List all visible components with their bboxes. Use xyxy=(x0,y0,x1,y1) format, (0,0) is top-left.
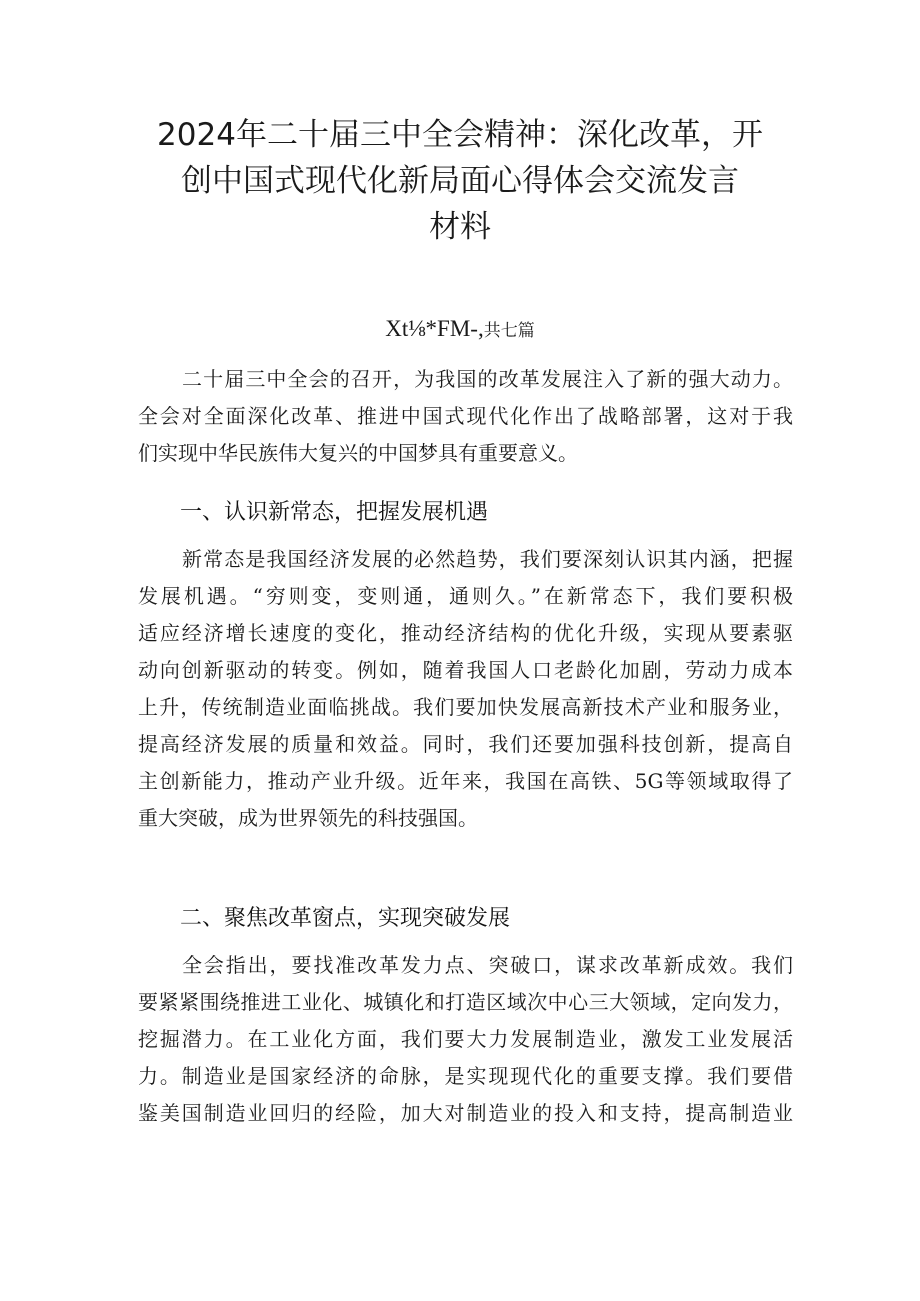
paragraph-line: 全会指出，要找准改革发力点、突破口，谋求改革新成效。我们 xyxy=(182,953,793,977)
paragraph-line: 适应经济增长速度的变化，推动经济结构的优化升级，实现从要素驱 xyxy=(138,621,793,645)
title-line-2: 创中国式现代化新局面心得体会交流发言 xyxy=(181,163,739,199)
paragraph-line: 动向创新驱动的转变。例如，随着我国人口老龄化加剧，劳动力成本 xyxy=(138,658,793,682)
document-title xyxy=(120,112,800,250)
paragraph-line: 鉴美国制造业回归的经险，加大对制造业的投入和支持，提高制造业 xyxy=(138,1101,793,1125)
title-line-1: 2024年二十届三中全会精神：深化改革，开 xyxy=(157,117,763,153)
paragraph-line: 新常态是我国经济发展的必然趋势，我们要深刻认识其内涵，把握 xyxy=(182,547,793,571)
paragraph-line: 上升，传统制造业面临挑战。我们要加快发展高新技术产业和服务业， xyxy=(138,695,793,719)
paragraph-line: 要紧紧围绕推进工业化、城镇化和打造区域次中心三大领域，定向发力， xyxy=(138,990,793,1014)
title-line-3: 材料 xyxy=(429,209,491,245)
section-1-heading: 一、认识新常态，把握发展机遇 xyxy=(180,500,489,525)
paragraph-line: 二十届三中全会的召开，为我国的改革发展注入了新的强大动力。 xyxy=(182,367,793,391)
paragraph-line: 提高经济发展的质量和效益。同时，我们还要加强科技创新，提高自 xyxy=(138,732,793,756)
intro-paragraph xyxy=(138,361,793,472)
subtitle-article-count: 共七篇 xyxy=(483,321,535,341)
paragraph-line: 挖掘潜力。在工业化方面，我们要大力发展制造业，激发工业发展活 xyxy=(138,1027,793,1051)
paragraph-line: 主创新能力，推动产业升级。近年来，我国在高铁、5G等领域取得了 xyxy=(138,769,793,793)
section-1-paragraph xyxy=(138,541,793,837)
paragraph-line: 们实现中华民族伟大复兴的中国梦具有重要意义。 xyxy=(138,441,578,465)
section-2-paragraph xyxy=(138,947,793,1132)
subtitle-garbled-text: Xt⅛*FM-, xyxy=(385,316,484,341)
paragraph-line: 发展机遇。“穷则变，变则通，通则久。”在新常态下，我们要积极 xyxy=(138,584,793,608)
paragraph-line: 重大突破，成为世界领先的科技强国。 xyxy=(138,806,478,830)
document-subtitle xyxy=(0,316,920,342)
paragraph-line: 力。制造业是国家经济的命脉，是实现现代化的重要支撑。我们要借 xyxy=(138,1064,793,1088)
section-2-heading: 二、聚焦改革窗点，实现突破发展 xyxy=(180,906,511,931)
paragraph-line: 全会对全面深化改革、推进中国式现代化作出了战略部署，这对于我 xyxy=(138,404,793,428)
